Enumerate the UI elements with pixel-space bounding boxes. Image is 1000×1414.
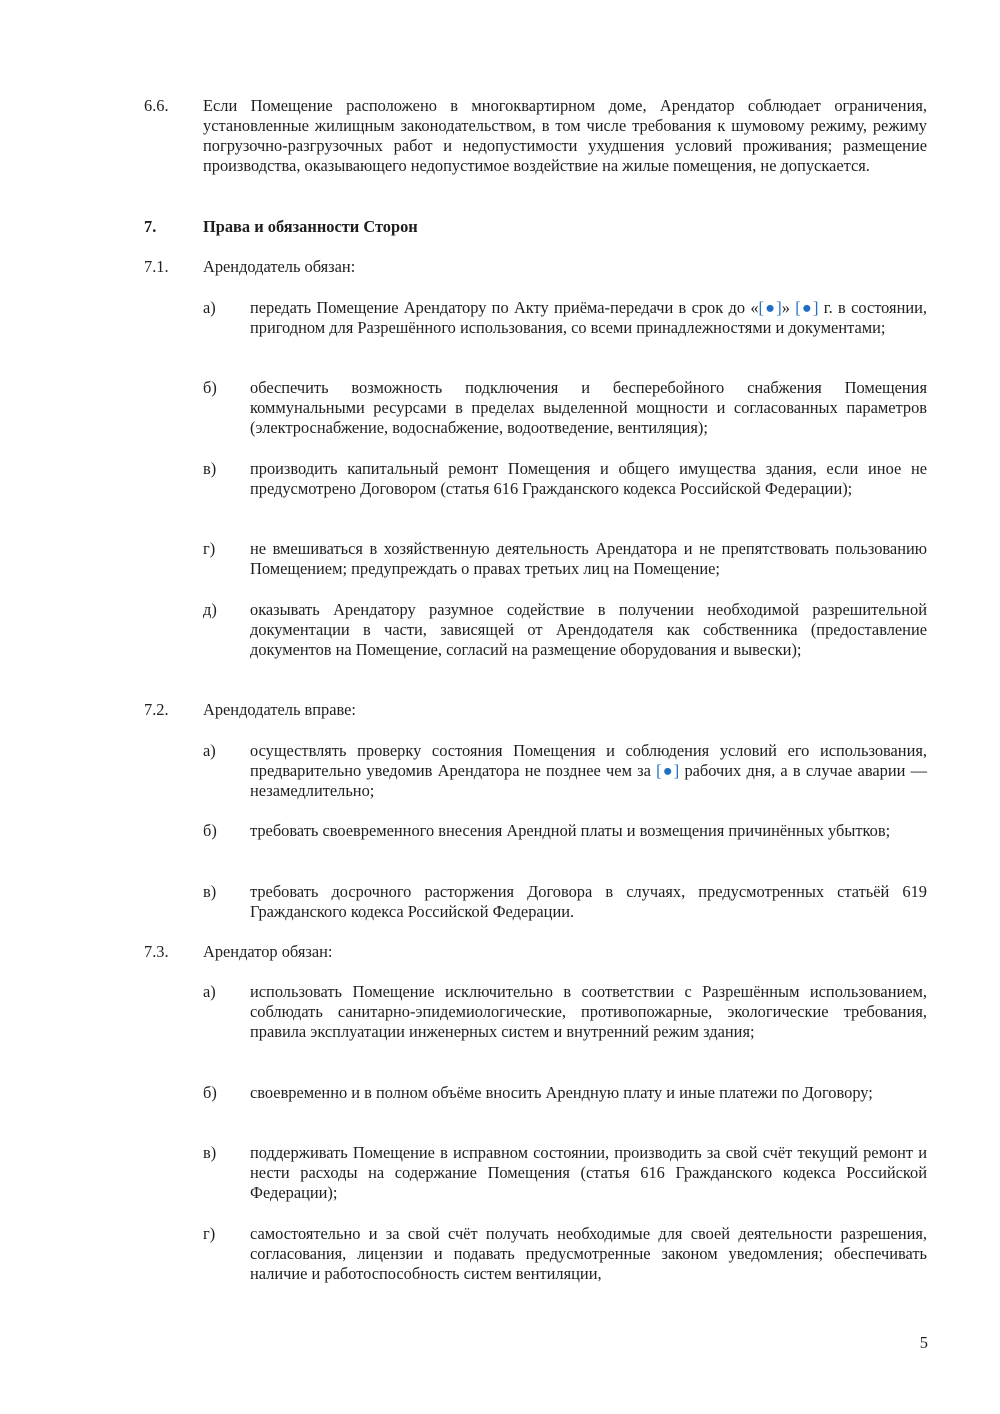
list-item-text: производить капитальный ремонт Помещения и общего имущества здания, если иное не предусмотрено Договором (статья 616 Гражданского кодекса Российской Федерации); xyxy=(250,459,927,498)
list-item-text: передать Помещение Арендатору по Акту приёма-передачи в срок до «[●]» [●] г. в состоянии, пригодном для Разрешённого использования, со всеми принадлежностями и документами; xyxy=(250,298,927,337)
list-item-text: требовать своевременного внесения Арендной платы и возмещения причинённых убытков; xyxy=(250,821,891,840)
placeholder-marker: [●] xyxy=(656,761,680,780)
clause-lead: Арендодатель обязан: xyxy=(203,257,356,276)
list-item-text: оказывать Арендатору разумное содействие в получении необходимой разрешительной документации в части, зависящей от Арендодателя как собственника (предоставление документов на Помещение, согласий на размещение оборудования и вывески); xyxy=(250,600,927,659)
clause-number: 7.1. xyxy=(144,257,169,276)
list-item-text: не вмешиваться в хозяйственную деятельность Арендатора и не препятствовать пользованию Помещением; предупреждать о правах третьих лиц на Помещение; xyxy=(250,539,927,578)
clause-text: Если Помещение расположено в многоквартирном доме, Арендатор соблюдает ограничения, установленные жилищным законодательством, в том числе требования к шумовому режиму, режиму погрузочно-разгрузочных работ и недопустимости ухудшения условий проживания; размещение производства, оказывающего недопустимое воздействие на жилые помещения, не допускается. xyxy=(203,96,927,175)
list-item-text: требовать досрочного расторжения Договора в случаях, предусмотренных статьёй 619 Гражданского кодекса Российской Федерации. xyxy=(250,882,927,921)
clause-lead: Арендатор обязан: xyxy=(203,942,333,961)
clause-lead: Арендодатель вправе: xyxy=(203,700,356,719)
item-label: б) xyxy=(203,1083,217,1102)
list-item-text: обеспечить возможность подключения и бесперебойного снабжения Помещения коммунальными ресурсами в пределах выделенной мощности и согласованных параметров (электроснабжение, водоснабжение, водоотведение, вентиляция); xyxy=(250,378,927,437)
item-label: в) xyxy=(203,1143,217,1162)
item-label: в) xyxy=(203,459,217,478)
item-label: д) xyxy=(203,600,217,619)
section-title: Права и обязанности Сторон xyxy=(203,217,418,236)
placeholder-marker: [●] xyxy=(758,298,782,317)
item-label: б) xyxy=(203,821,217,840)
item-label: а) xyxy=(203,982,216,1001)
item-label: б) xyxy=(203,378,217,397)
list-item-text: поддерживать Помещение в исправном состоянии, производить за свой счёт текущий ремонт и нести расходы на содержание Помещения (статья 616 Гражданского кодекса Российской Федерации); xyxy=(250,1143,927,1202)
item-label: г) xyxy=(203,539,216,558)
clause-number: 6.6. xyxy=(144,96,169,115)
item-label: а) xyxy=(203,741,216,760)
item-label: г) xyxy=(203,1224,216,1243)
section-number: 7. xyxy=(144,217,157,236)
item-label: а) xyxy=(203,298,216,317)
item-label: в) xyxy=(203,882,217,901)
list-item-text: осуществлять проверку состояния Помещения и соблюдения условий его использования, предварительно уведомив Арендатора не позднее чем за [●] рабочих дня, а в случае аварии — незамедлительно; xyxy=(250,741,927,800)
page-number: 5 xyxy=(919,1333,928,1352)
placeholder-marker: [●] xyxy=(795,298,819,317)
list-item-text: своевременно и в полном объёме вносить Арендную плату и иные платежи по Договору; xyxy=(250,1083,873,1102)
list-item-text: использовать Помещение исключительно в соответствии с Разрешённым использованием, соблюдать санитарно-эпидемиологические, противопожарные, экологические требования, правила эксплуатации инженерных систем и внутренний режим здания; xyxy=(250,982,927,1041)
clause-number: 7.3. xyxy=(144,942,169,961)
clause-number: 7.2. xyxy=(144,700,169,719)
list-item-text: самостоятельно и за свой счёт получать необходимые для своей деятельности разрешения, согласования, лицензии и подавать предусмотренные законом уведомления; обеспечивать наличие и работоспособность систем вентиляции, xyxy=(250,1224,927,1283)
